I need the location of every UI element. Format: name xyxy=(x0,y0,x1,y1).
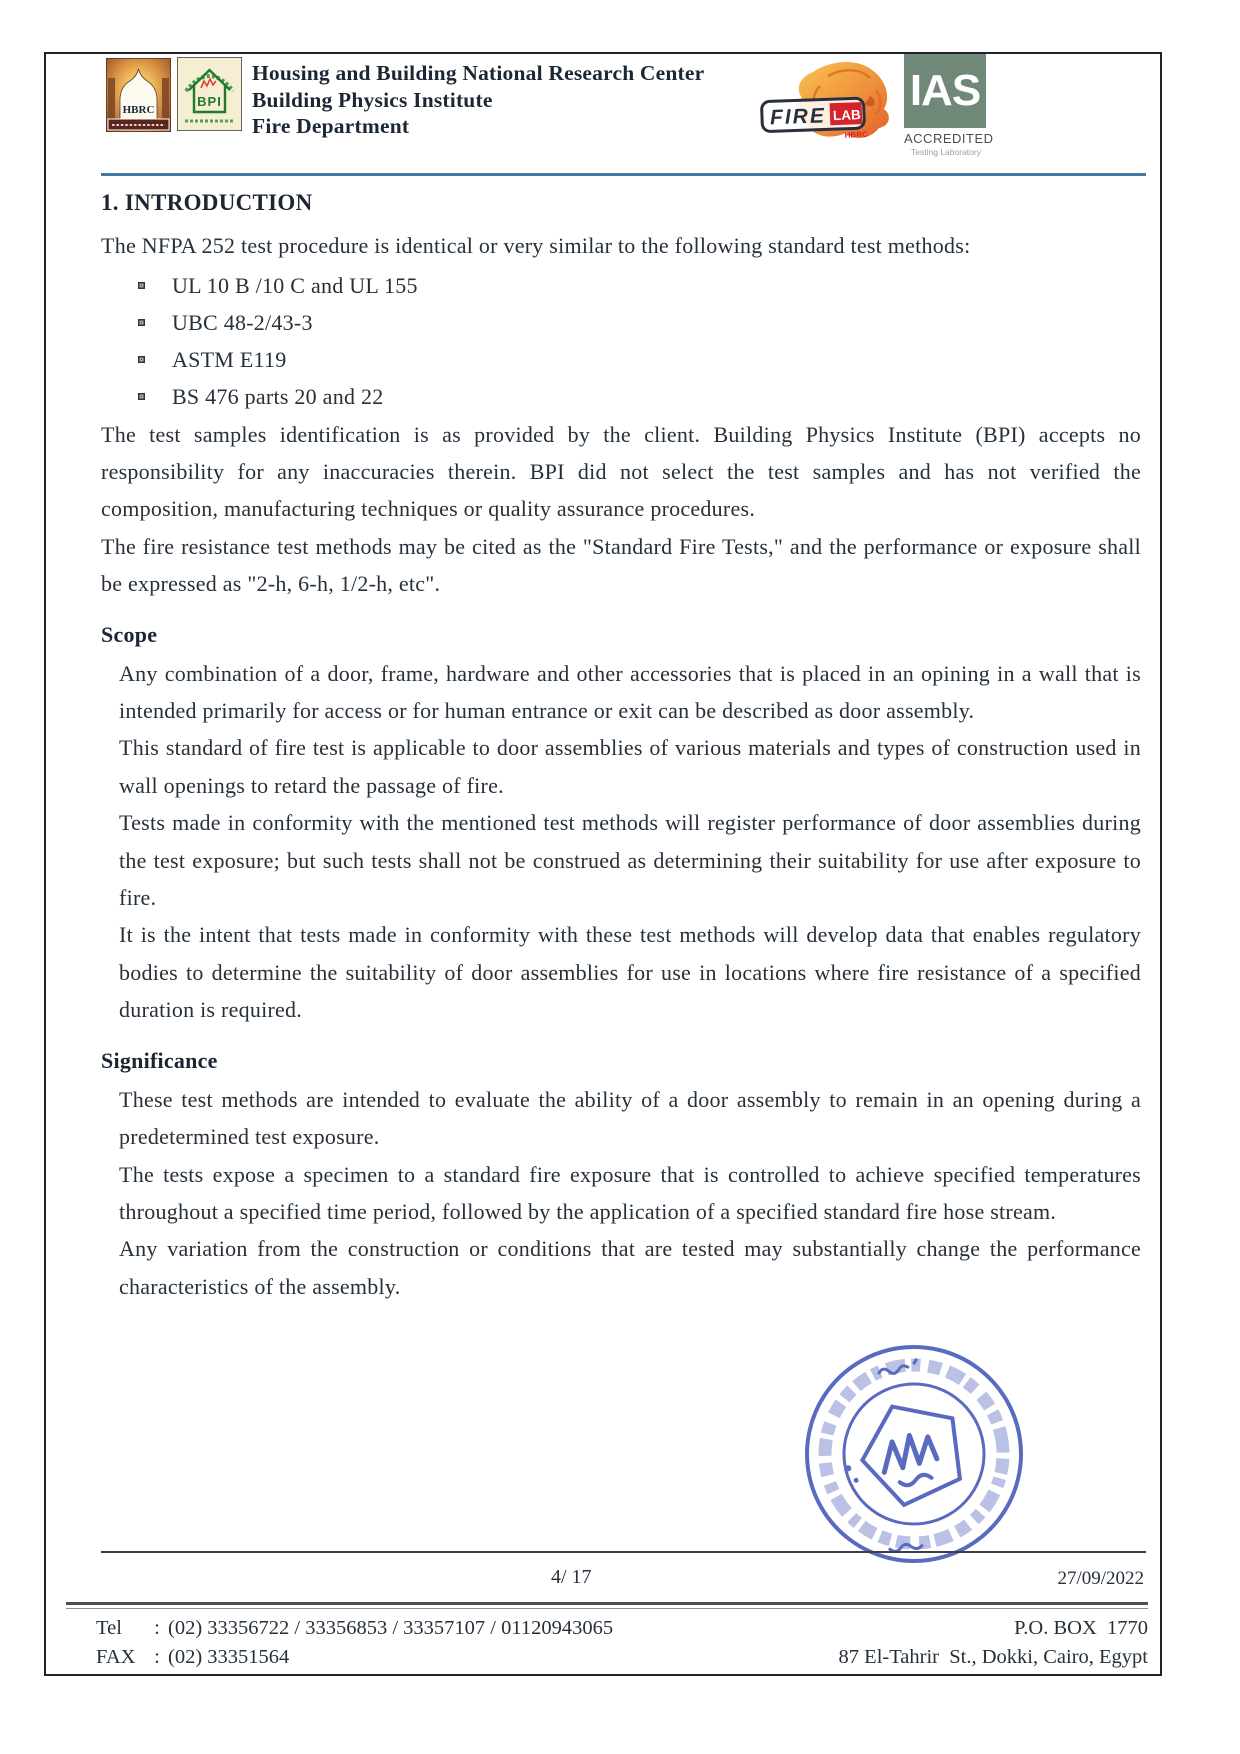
lab-text: LAB xyxy=(832,107,861,124)
intro-paragraph-2: The fire resistance test methods may be cited as the "Standard Fire Tests," and the performance or exposure shall be expressed as "2-h, 6-h, 1/2-h, etc". xyxy=(101,533,1141,597)
intro-lead-paragraph: The NFPA 252 test procedure is identical or very similar to the following standard test methods: xyxy=(101,233,971,258)
bullet-square-icon xyxy=(138,282,145,289)
po-box: P.O. BOX 1770 xyxy=(1014,1617,1148,1639)
page-number: 4/ 17 xyxy=(551,1566,592,1588)
hbrc-logo-label: HBRC xyxy=(122,104,155,116)
tel-row xyxy=(96,1614,613,1643)
footer-top-rule xyxy=(101,1551,1146,1553)
firelab-wordmark xyxy=(761,98,868,143)
ias-tagline: Testing Laboratory xyxy=(911,147,981,157)
scope-paragraph-2: This standard of fire test is applicable to door assemblies of various materials and types of construction used in wall openings to retard the passage of fire. xyxy=(119,735,1141,798)
bullet-square-icon xyxy=(138,393,145,400)
scope-heading: Scope xyxy=(101,621,158,647)
list-item xyxy=(101,379,1141,416)
bpi-logo xyxy=(177,57,242,131)
significance-heading: Significance xyxy=(101,1047,218,1073)
intro-paragraph-1: The test samples identification is as provided by the client. Building Physics Institute (BPI) accepts no responsibility for any inaccuracies therein. BPI did not select the test samples and has not verified the composition, manufacturing techniques or quality assurance procedures. xyxy=(101,421,1141,522)
fax-colon: : xyxy=(154,1645,160,1668)
ias-green-square xyxy=(904,54,986,128)
department-name: Fire Department xyxy=(252,114,410,138)
list-item xyxy=(101,305,1141,342)
scope-paragraph-3: Tests made in conformity with the mentioned test methods will register performance of door assemblies during the test exposure; but such tests shall not be construed as determining their suitability for use after exposure to fire. xyxy=(119,810,1141,911)
bullet-square-icon xyxy=(138,356,145,363)
ias-logo xyxy=(904,54,994,157)
ias-accredited-label: ACCREDITED xyxy=(904,131,994,146)
fax-value: (02) 33351564 xyxy=(168,1645,290,1668)
significance-paragraph-2: The tests expose a specimen to a standard fire exposure that is controlled to achieve specified temperatures throughout a specified time period, followed by the application of a specified standard fire hose stream. xyxy=(119,1161,1141,1224)
intro-heading: 1. INTRODUCTION xyxy=(101,190,313,215)
significance-paragraph-1: These test methods are intended to evaluate the ability of a door assembly to remain in an opening during a predetermined test exposure. xyxy=(119,1086,1141,1150)
tel-colon: : xyxy=(154,1617,160,1639)
org-name: Housing and Building National Research Center xyxy=(252,61,705,85)
fire-text: FIRE xyxy=(769,104,827,130)
bullet-square-icon xyxy=(138,319,145,326)
scope-paragraph-1: Any combination of a door, frame, hardware and other accessories that is placed in an opining in a wall that is intended primarily for access or for human entrance or exit can be described as door assembly. xyxy=(119,660,1141,724)
list-item xyxy=(101,342,1141,379)
footer-double-rule xyxy=(66,1602,1148,1609)
significance-paragraph-3: Any variation from the construction or conditions that are tested may substantially change the performance characteristics of the assembly. xyxy=(119,1236,1141,1299)
org-title-block xyxy=(252,60,704,140)
list-item xyxy=(101,268,1141,305)
page-border-frame xyxy=(44,52,1162,1676)
scope-paragraph-4: It is the intent that tests made in conformity with these test methods will develop data that enables regulatory bodies to determine the suitability of door assemblies for use in locations where fire resistance of a specified duration is required. xyxy=(119,922,1141,1023)
tel-label: Tel xyxy=(96,1617,122,1639)
fax-row xyxy=(96,1643,613,1672)
bullet-text: UBC 48-2/43-3 xyxy=(172,310,313,336)
standards-bullet-list xyxy=(101,268,1141,415)
report-date: 27/09/2022 xyxy=(1057,1568,1144,1589)
contact-left-column xyxy=(96,1614,613,1671)
bullet-text: ASTM E119 xyxy=(172,347,287,372)
tel-value: (02) 33356722 / 33356853 / 33357107 / 01120943065 xyxy=(168,1617,614,1639)
approval-stamp-icon xyxy=(783,1323,1045,1585)
hbrc-logo xyxy=(106,58,171,132)
bullet-text: BS 476 parts 20 and 22 xyxy=(172,383,384,409)
document-body xyxy=(101,188,1141,1305)
address: 87 El-Tahrir St., Dokki, Cairo, Egypt xyxy=(838,1645,1148,1668)
bpi-logo-label: BPI xyxy=(197,94,222,109)
firelab-logo xyxy=(758,56,908,148)
bullet-text: UL 10 B /10 C and UL 155 xyxy=(172,273,418,299)
ias-acronym: IAS xyxy=(909,66,981,115)
header-divider-rule xyxy=(101,173,1146,176)
footer-pageline xyxy=(101,1566,1146,1596)
contact-right-column xyxy=(839,1614,1148,1671)
firelab-hbrc-text: HBRC xyxy=(844,129,868,140)
fax-label: FAX xyxy=(96,1645,136,1668)
institute-name: Building Physics Institute xyxy=(252,87,493,112)
